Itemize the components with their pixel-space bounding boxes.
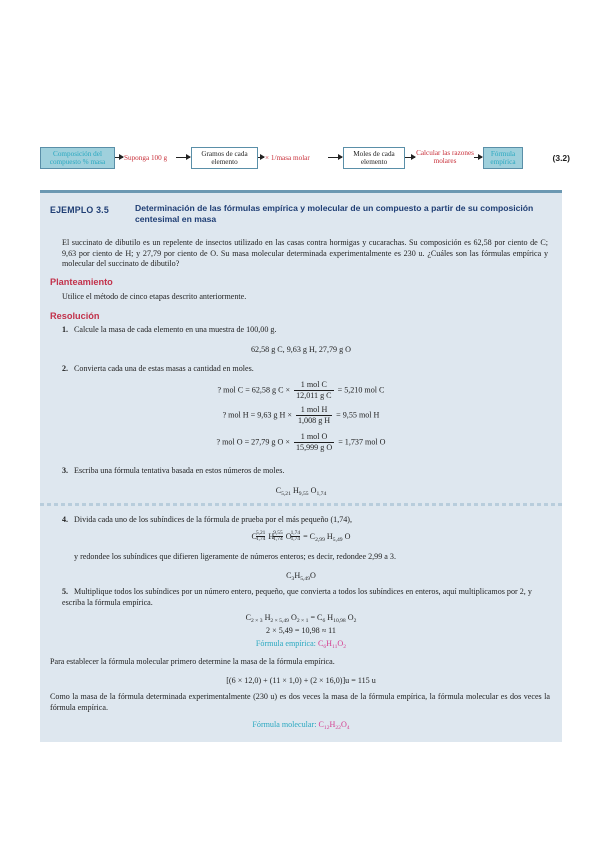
empirical-mass-line: [(6 × 12,0) + (11 × 1,0) + (2 × 16,0)]u = 115 u — [226, 676, 376, 685]
flow-arrow — [176, 157, 190, 158]
flow-arrow — [258, 157, 264, 158]
flow-box-label: Composición del compuesto % masa — [49, 149, 106, 166]
flow-step-label: Suponga 100 g — [124, 154, 168, 162]
step-4-round: y redondee los subíndices que difieren ligeramente de números enteros; es decir, redondee 2,99 a 3. — [74, 552, 396, 561]
rounded-formula — [40, 571, 562, 584]
equation-number: (3.2) — [552, 153, 570, 163]
answer-label: Fórmula molecular: — [252, 720, 317, 729]
step-4 — [62, 515, 548, 526]
element-symbol: H — [268, 531, 275, 541]
equation-moles-h — [40, 405, 562, 426]
flow-step-label: Calcular las razones molares — [416, 149, 474, 165]
fraction — [294, 380, 333, 401]
subscript: 5,49 — [300, 576, 310, 582]
fraction — [294, 432, 334, 453]
step-2 — [62, 364, 548, 375]
conclusion-text: Como la masa de la fórmula determinada experimentalmente (230 u) es dos veces la masa de la fórmula empírica, la fórmula molecular es dos veces la fórmula empírica. — [50, 692, 550, 712]
subscript: 3 — [291, 576, 295, 582]
flow-box-composition — [40, 147, 115, 169]
subscript: 11 — [332, 644, 338, 650]
flow-arrow — [405, 157, 415, 158]
element-symbol: C — [286, 571, 292, 580]
subscript: 6 — [323, 644, 327, 650]
subscript: 10,98 — [333, 618, 346, 624]
element-symbol: O — [285, 531, 292, 541]
equals-sign: = — [303, 531, 308, 541]
multiplied-formula — [40, 613, 562, 626]
step-number: 1. — [62, 325, 69, 334]
element-symbol: H — [329, 720, 336, 729]
subscript: 1,74 — [316, 491, 327, 497]
subscript: 2 × 5,49 — [270, 618, 289, 624]
element-symbol: O — [340, 720, 347, 729]
subscript: 4 — [346, 725, 350, 731]
flow-arrow — [474, 157, 482, 158]
plan-heading: Planteamiento — [50, 277, 113, 287]
subscript-denominator: 1,74 — [255, 536, 266, 543]
element-symbol: H — [292, 486, 299, 495]
step-5 — [62, 587, 542, 608]
step-text: Divida cada uno de los subíndices de la fórmula de prueba por el más pequeño (1,74), — [74, 515, 353, 524]
answer-label: Fórmula empírica: — [255, 639, 316, 648]
step-text: Convierta cada una de estas masas a cantidad en moles. — [74, 364, 254, 373]
step-number: 3. — [62, 466, 69, 475]
step-text: Calcule la masa de cada elemento en una muestra de 100,00 g. — [74, 325, 277, 334]
subscript-fraction — [273, 531, 282, 543]
element-symbol: O — [337, 639, 344, 648]
subscript: 2 — [353, 618, 357, 624]
subscript: 5,49 — [332, 536, 343, 543]
step-number: 4. — [62, 515, 69, 524]
subscript: 12 — [323, 725, 330, 731]
step-3 — [62, 466, 548, 477]
subscript: 22 — [335, 725, 341, 731]
step-text: Multiplique todos los subíndices por un número entero, pequeño, que convierta a todos los subíndices en enteros, aquí multiplicamos por 2, y escriba la fórmula empírica. — [62, 587, 532, 607]
flow-box-label: Fórmula empírica — [490, 149, 516, 166]
fraction-numerator: 1 mol C — [294, 380, 333, 391]
element-symbol: O — [310, 571, 316, 580]
molecular-formula-result — [40, 720, 562, 733]
subscript-denominator: 1,74 — [273, 536, 283, 543]
empirical-formula-result — [40, 639, 562, 652]
element-symbol: O — [344, 531, 351, 541]
plan-text: Utilice el método de cinco etapas descrito anteriormente. — [62, 292, 247, 301]
element-symbol: H — [327, 613, 334, 622]
flow-box-moles — [343, 147, 405, 169]
subscript: 2 — [343, 644, 347, 650]
empirical-formula — [318, 639, 346, 648]
subscript: 6 — [322, 618, 326, 624]
subscript: 2 × 3 — [250, 618, 263, 624]
flow-box-label: Gramos de cada elemento — [201, 149, 248, 166]
flow-arrow — [115, 157, 123, 158]
step-1-result: 62,58 g C, 9,63 g H, 27,79 g O — [250, 345, 352, 354]
molecular-intro: Para establecer la fórmula molecular primero determine la masa de la fórmula empírica. — [50, 657, 335, 666]
subscript: 9,55 — [298, 491, 309, 497]
subscript-numerator: 1,74 — [290, 530, 301, 536]
equation-moles-c — [40, 380, 562, 401]
step-number: 5. — [62, 587, 69, 596]
step-1 — [62, 325, 548, 336]
element-symbol: H — [294, 571, 301, 580]
example-number: EJEMPLO 3.5 — [50, 205, 109, 215]
subscript: 2,99 — [315, 536, 325, 543]
subscript-fraction — [256, 531, 265, 543]
equation-right: = 1,737 mol O — [338, 437, 386, 447]
equation-left: ? mol C = 62,58 g C × — [217, 385, 291, 395]
fraction — [296, 405, 332, 426]
example-intro: El succinato de dibutilo es un repelente de insectos utilizado en las casas contra hormigas y cucarachas. Su composición es 62,58 por ciento de C; 9,63 por ciento de H; y 27,79 por ciento de O. Su masa molecular determinada experimentalmente es 230 u. ¿Cuáles son las fórmulas empírica y molecular del succinato de dibutilo? — [62, 238, 548, 269]
element-symbol: C — [275, 486, 282, 495]
flow-box-grams — [191, 147, 258, 169]
equation-left: ? mol H = 9,63 g H × — [222, 410, 292, 420]
element-symbol: O — [291, 613, 297, 622]
tentative-formula — [40, 486, 562, 499]
element-symbol: H — [264, 613, 271, 622]
subscript: 5,21 — [281, 491, 291, 497]
step-text: Escriba una fórmula tentativa basada en estos números de moles. — [74, 466, 285, 475]
step-number: 2. — [62, 364, 69, 373]
equals-sign: = — [310, 613, 316, 622]
fraction-denominator: 15,999 g O — [295, 443, 333, 452]
element-symbol: C — [317, 613, 323, 622]
element-symbol: C — [318, 720, 324, 729]
fraction-denominator: 1,008 g H — [297, 416, 331, 425]
equation-left: ? mol O = 27,79 g O × — [216, 437, 290, 447]
fraction-denominator: 12,011 g C — [296, 391, 332, 400]
subscript: 2 × 1 — [296, 618, 309, 624]
element-symbol: H — [326, 639, 333, 648]
example-title: Determinación de las fórmulas empírica y molecular de un compuesto a partir de su composición centesimal en masa — [135, 203, 534, 224]
equation-right: = 5,210 mol C — [337, 385, 385, 395]
fraction-numerator: 1 mol H — [296, 405, 332, 416]
subscript-fraction — [291, 531, 300, 543]
subscript-numerator: 9,55 — [273, 530, 283, 536]
element-symbol: H — [326, 531, 333, 541]
element-symbol: O — [310, 486, 317, 495]
subscript-numerator: 5,21 — [255, 530, 266, 536]
flow-box-label: Moles de cada elemento — [353, 149, 395, 166]
flow-arrow — [328, 157, 342, 158]
element-symbol: O — [347, 613, 354, 622]
fraction-numerator: 1 mol O — [294, 432, 334, 443]
element-symbol: C — [251, 531, 257, 541]
subscript-denominator: 1,74 — [290, 536, 301, 543]
flow-step-label: × 1/masa molar — [265, 154, 310, 162]
equation-right: = 9,55 mol H — [336, 410, 380, 420]
divided-formula — [40, 531, 562, 545]
molecular-formula — [318, 720, 349, 729]
multiplication-line: 2 × 5,49 = 10,98 ≈ 11 — [266, 626, 336, 635]
element-symbol: C — [309, 531, 316, 541]
solution-heading: Resolución — [50, 311, 100, 321]
empirical-formula-flow-diagram — [40, 147, 570, 171]
element-symbol: C — [245, 613, 251, 622]
flow-box-empirical — [483, 147, 523, 169]
element-symbol: C — [317, 639, 324, 648]
equation-moles-o — [40, 432, 562, 453]
